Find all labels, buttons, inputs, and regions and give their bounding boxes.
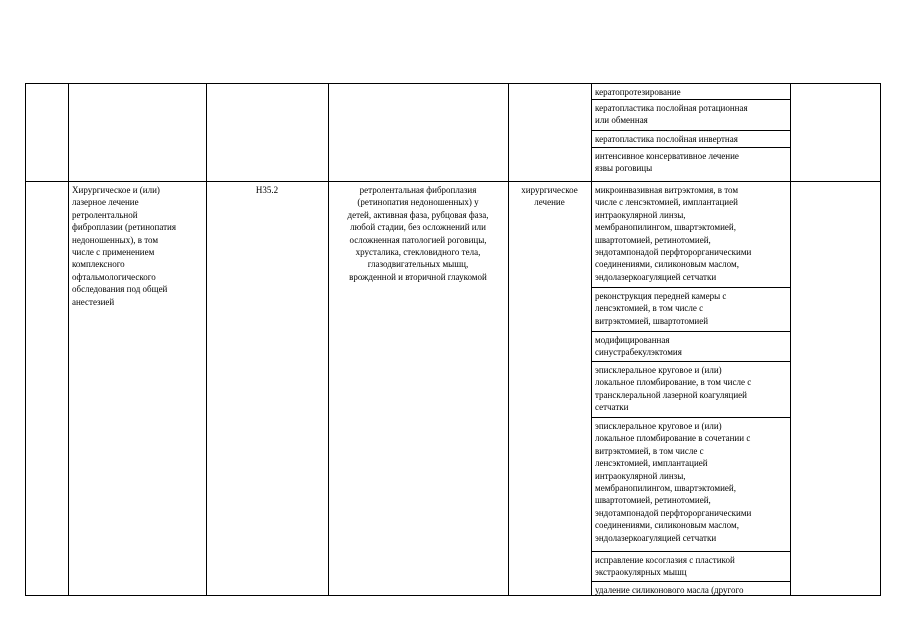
- method-cell: микроинвазивная витрэктомия, в том числе с ленсэктомией, имплантацией интраокулярной линзы, мембранопилингом, швартэктомией, швартотомией, ретинотомией, эндотампонадой перфторорганическими соединениями, силиконовым маслом, эндолазеркоагуляцией сетчатки: [595, 185, 752, 282]
- method-cell: кератопластика послойная инвертная: [595, 134, 738, 144]
- row-divider: [25, 181, 881, 182]
- treatment-name: Хирургическое и (или) лазерное лечение ретролентальной фиброплазии (ретинопатия недоношенных), в том числе с применением комплексного офтальмологического обследования под общей анестезией: [72, 185, 176, 307]
- method-cell: модифицированная синустрабекулэктомия: [595, 335, 682, 358]
- table-bottom-border: [25, 595, 881, 596]
- method-cell: интенсивное консервативное лечение язвы роговицы: [595, 151, 739, 174]
- method-divider: [591, 130, 790, 131]
- method-divider: [591, 99, 790, 100]
- method-divider: [591, 551, 790, 552]
- method-cell: кератопротезирование: [595, 87, 681, 97]
- method-cell: удаление силиконового масла (другого: [595, 585, 744, 595]
- method-cell: кератопластика послойная ротационная или обменная: [595, 103, 748, 126]
- diagnosis: ретролентальная фиброплазия (ретинопатия недоношенных) у детей, активная фаза, рубцовая фаза, любой стадии, без осложнений или осложненная патологией роговицы, хрусталика, стекловидного тела, глазодвигательных мышц, врожденной и вторичной глаукомой: [347, 185, 489, 282]
- method-cell: реконструкция передней камеры с ленсэктомией, в том числе с витрэктомией, швартотомией: [595, 291, 727, 326]
- column-border: [790, 83, 791, 596]
- treatment-type: хирургическое лечение: [521, 185, 578, 208]
- column-border: [206, 83, 207, 596]
- method-divider: [591, 331, 790, 332]
- column-border: [591, 83, 592, 596]
- method-cell: исправление косоглазия с пластикой экстраокулярных мышц: [595, 555, 735, 578]
- column-border: [328, 83, 329, 596]
- column-border: [880, 83, 881, 596]
- method-divider: [591, 147, 790, 148]
- table-top-border: [25, 83, 881, 84]
- icd-code: H35.2: [255, 185, 279, 195]
- method-divider: [591, 417, 790, 418]
- column-border: [68, 83, 69, 596]
- method-divider: [591, 287, 790, 288]
- column-border: [508, 83, 509, 596]
- column-border: [25, 83, 26, 596]
- method-divider: [591, 581, 790, 582]
- method-divider: [591, 361, 790, 362]
- method-cell: эписклеральное круговое и (или) локальное пломбирование в сочетании с витрэктомией, в том числе с ленсэктомией, имплантацией интраокулярной линзы, мембранопилингом, швартэктомией, швартотомией, ретинотомией, эндотампонадой перфторорганическими соединениями, силиконовым маслом, эндолазеркоагуляцией сетчатки: [595, 421, 752, 543]
- method-cell: эписклеральное круговое и (или) локальное пломбирование, в том числе с трансклеральной лазерной коагуляцией сетчатки: [595, 365, 752, 413]
